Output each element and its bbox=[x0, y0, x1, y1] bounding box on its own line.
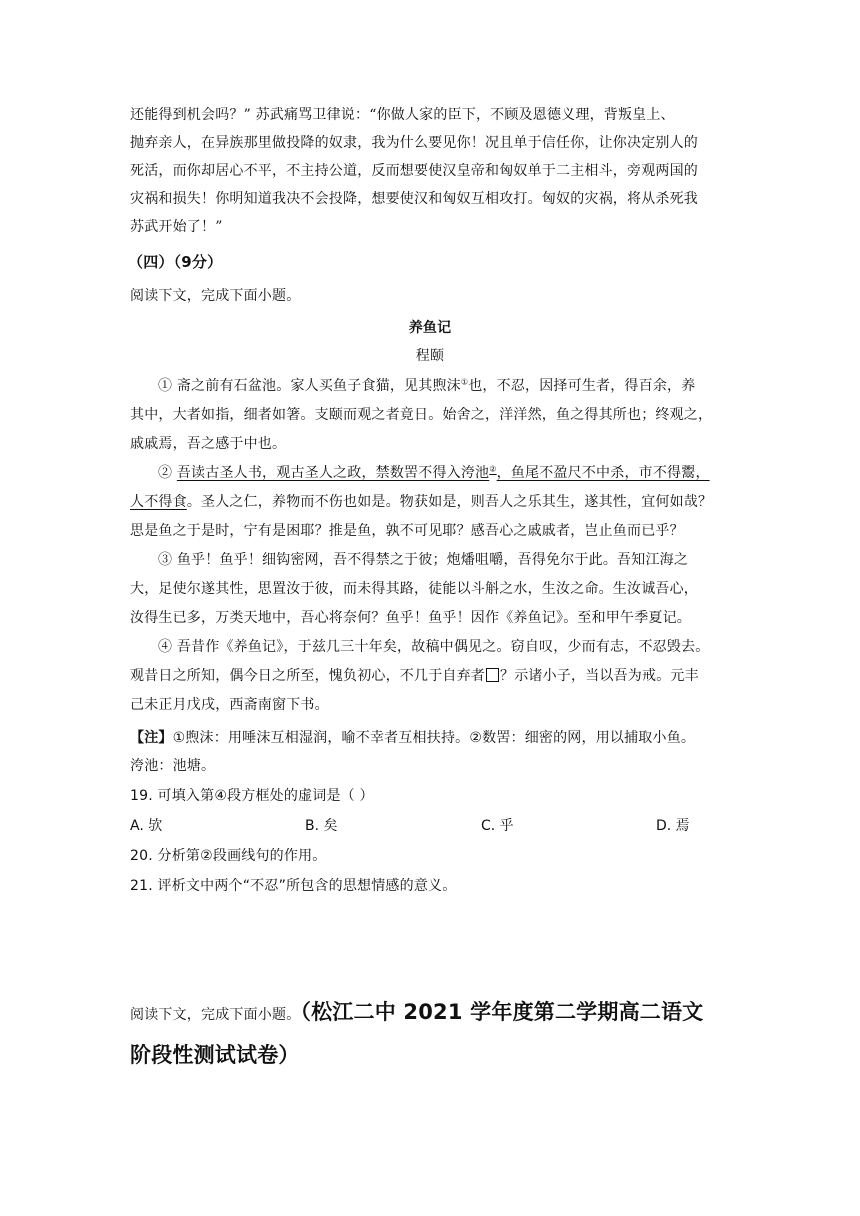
notes-label: 【注】 bbox=[130, 730, 173, 746]
translation-line: 抛弃亲人，在异族那里做投降的奴隶，我为什么要见你！况且单于信任你，让你决定别人的 bbox=[130, 135, 698, 151]
next-instruction: 阅读下文，完成下面小题。 bbox=[130, 1007, 301, 1023]
essay-title: 养鱼记 bbox=[408, 320, 452, 336]
paragraph-1-line: 戚戚焉，吾之感于中也。 bbox=[130, 436, 287, 452]
translation-line: 还能得到机会吗？” 苏武痛骂卫律说：“你做人家的臣下，不顾及恩德义理，背叛皇上、 bbox=[130, 107, 675, 123]
translation-line: 死活，而你却居心不平，不主持公道，反而想要使汉皇帝和匈奴单于二主相斗，旁观两国的 bbox=[130, 163, 698, 179]
paragraph-2-line: ② 吾读古圣人书，观古圣人之政，禁数罟不得入洿池②，鱼尾不盈尺不中杀，市不得鬻， bbox=[158, 464, 710, 481]
translation-line: 苏武开始了！” bbox=[130, 219, 223, 235]
paragraph-4-line: 己未正月戊戌，西斋南窗下书。 bbox=[130, 697, 329, 713]
section-instruction: 阅读下文，完成下面小题。 bbox=[130, 288, 301, 304]
underlined-sentence: ，鱼尾不盈尺不中杀，市不得鬻， bbox=[496, 465, 710, 481]
paragraph-1-line: 其中，大者如指，细者如箸。支颐而观之者竟日。始舍之，洋洋然，鱼之得其所也；终观之， bbox=[130, 407, 713, 423]
section-heading: （四）（9分） bbox=[128, 253, 223, 271]
question-21: 21. 评析文中两个“不忍”所包含的思想情感的意义。 bbox=[130, 878, 457, 894]
next-section-line bbox=[130, 997, 703, 1027]
question-20: 20. 分析第②段画线句的作用。 bbox=[130, 848, 327, 864]
option-b[interactable]: B. 矣 bbox=[305, 818, 338, 834]
footnote-marker: ① bbox=[460, 377, 469, 387]
paragraph-2-line: 思是鱼之于是时，宁有是困耶？推是鱼，孰不可见耶？感吾心之戚戚者，岂止鱼而已乎？ bbox=[130, 523, 684, 539]
notes-line: 【注】①煦沫：用唾沫互相湿润，喻不幸者互相扶持。②数罟：细密的网，用以捕取小鱼。 bbox=[130, 730, 696, 746]
underlined-sentence: 吾读古圣人书，观古圣人之政，禁数罟不得入洿池 bbox=[176, 465, 490, 481]
option-c[interactable]: C. 乎 bbox=[481, 818, 514, 834]
essay-author: 程颐 bbox=[415, 348, 445, 364]
blank-box bbox=[486, 668, 499, 682]
paragraph-3-line: 大，足使尔遂其性，思置汝于彼，而未得其路，徒能以斗斛之水，生汝之命。生汝诚吾心， bbox=[130, 581, 698, 597]
paragraph-3-line: 汝得生已多，万类天地中，吾心将奈何？鱼乎！鱼乎！因作《养鱼记》。至和甲午季夏记。 bbox=[130, 610, 691, 626]
footnote-marker: ② bbox=[489, 464, 497, 474]
question-19: 19. 可填入第④段方框处的虚词是（ ） bbox=[130, 788, 374, 804]
paragraph-4-line: 观昔日之所知，偶今日之所至，愧负初心，不几于自弃者 ？示诸小子，当以吾为戒。元丰 bbox=[130, 668, 699, 684]
option-d[interactable]: D. 焉 bbox=[656, 818, 690, 834]
paragraph-2-line: 人不得食。圣人之仁，养物而不伤也如是。物获如是，则吾人之乐其生，遂其性，宜何如哉？ bbox=[130, 494, 713, 510]
source-label-continued: 阶段性测试试卷） bbox=[130, 1043, 300, 1067]
underlined-sentence: 人不得食 bbox=[130, 494, 187, 510]
source-label: （松江二中 2021 学年度第二学期高二语文 bbox=[300, 1000, 704, 1024]
option-a[interactable]: A. 欤 bbox=[130, 818, 163, 834]
translation-line: 灾祸和损失！你明知道我决不会投降，想要使汉和匈奴互相攻打。匈奴的灾祸，将从杀死我 bbox=[130, 191, 698, 207]
notes-line: 洿池：池塘。 bbox=[130, 758, 216, 774]
paragraph-1-line: ① 斋之前有石盆池。家人买鱼子食猫，见其煦沫①也，不忍，因择可生者，得百余，养 bbox=[158, 377, 696, 394]
paragraph-4-line: ④ 吾昔作《养鱼记》，于兹几三十年矣，故稿中偶见之。窃自叹，少而有志，不忍毁去。 bbox=[158, 639, 710, 655]
paragraph-3-line: ③ 鱼乎！鱼乎！细钩密网，吾不得禁之于彼；炮燔咀嚼，吾得免尔于此。吾知江海之 bbox=[158, 552, 689, 568]
